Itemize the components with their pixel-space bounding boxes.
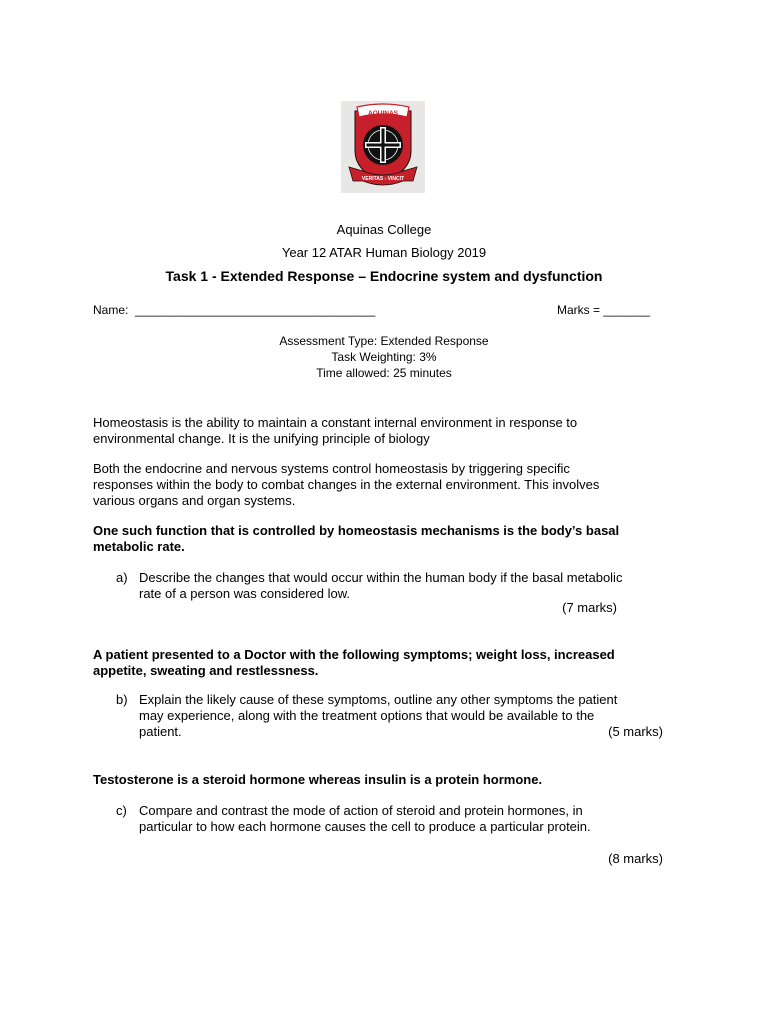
name-field[interactable]: Name: ____________________________________ bbox=[93, 303, 376, 317]
intro-p2-line-3: various organs and organ systems. bbox=[93, 493, 296, 508]
logo-bottom-text: VERITAS - VINCIT bbox=[361, 176, 405, 182]
assessment-type: Assessment Type: Extended Response bbox=[279, 334, 489, 348]
question-c-line-2: particular to how each hormone causes the cell to produce a particular protein. bbox=[139, 819, 591, 834]
question-c-letter: c) bbox=[116, 803, 127, 818]
question-b-marks: (5 marks) bbox=[608, 724, 663, 739]
intro-paragraph-1 bbox=[93, 415, 673, 447]
crest-icon bbox=[341, 101, 425, 193]
logo-top-text: AQUINAS bbox=[368, 110, 398, 117]
time-allowed: Time allowed: 25 minutes bbox=[316, 366, 452, 380]
marks-field[interactable]: Marks = _______ bbox=[557, 303, 651, 317]
school-name: Aquinas College bbox=[336, 222, 432, 237]
task-title: Task 1 - Extended Response – Endocrine system and dysfunction bbox=[165, 268, 603, 284]
question-a-marks: (7 marks) bbox=[562, 600, 617, 615]
task-weighting: Task Weighting: 3% bbox=[331, 350, 437, 364]
section-c-lead bbox=[93, 772, 673, 788]
course-title: Year 12 ATAR Human Biology 2019 bbox=[281, 245, 487, 260]
question-b-letter: b) bbox=[116, 692, 128, 707]
question-c-line-1: Compare and contrast the mode of action of steroid and protein hormones, in bbox=[139, 803, 583, 818]
section-a-lead bbox=[93, 523, 673, 555]
question-c-marks: (8 marks) bbox=[608, 851, 663, 866]
question-a-letter: a) bbox=[116, 570, 128, 585]
question-b-line-2: may experience, along with the treatment options that would be available to the bbox=[139, 708, 595, 723]
school-logo bbox=[341, 101, 425, 193]
question-b-line-1: Explain the likely cause of these symptoms, outline any other symptoms the patient bbox=[139, 692, 618, 707]
question-b-text bbox=[139, 692, 669, 740]
section-b-lead-line-1: A patient presented to a Doctor with the following symptoms; weight loss, increased bbox=[93, 647, 615, 662]
question-a-line-1: Describe the changes that would occur within the human body if the basal metabolic bbox=[139, 570, 623, 585]
intro-p1-line-1: Homeostasis is the ability to maintain a constant internal environment in response to bbox=[93, 415, 578, 430]
section-b-lead-line-2: appetite, sweating and restlessness. bbox=[93, 663, 319, 678]
section-b-lead bbox=[93, 647, 673, 679]
question-b-line-3: patient. bbox=[139, 724, 182, 739]
intro-p1-line-2: environmental change. It is the unifying principle of biology bbox=[93, 431, 430, 446]
section-a-lead-line-1: One such function that is controlled by homeostasis mechanisms is the body’s basal bbox=[93, 523, 620, 538]
intro-p2-line-1: Both the endocrine and nervous systems control homeostasis by triggering specific bbox=[93, 461, 570, 476]
question-a-line-2: rate of a person was considered low. bbox=[139, 586, 351, 601]
section-a-lead-line-2: metabolic rate. bbox=[93, 539, 185, 554]
question-a-text bbox=[139, 570, 669, 602]
question-c-text bbox=[139, 803, 669, 835]
section-c-lead-line-1: Testosterone is a steroid hormone whereas insulin is a protein hormone. bbox=[93, 772, 543, 787]
intro-p2-line-2: responses within the body to combat changes in the external environment. This involves bbox=[93, 477, 600, 492]
intro-paragraph-2 bbox=[93, 461, 673, 509]
